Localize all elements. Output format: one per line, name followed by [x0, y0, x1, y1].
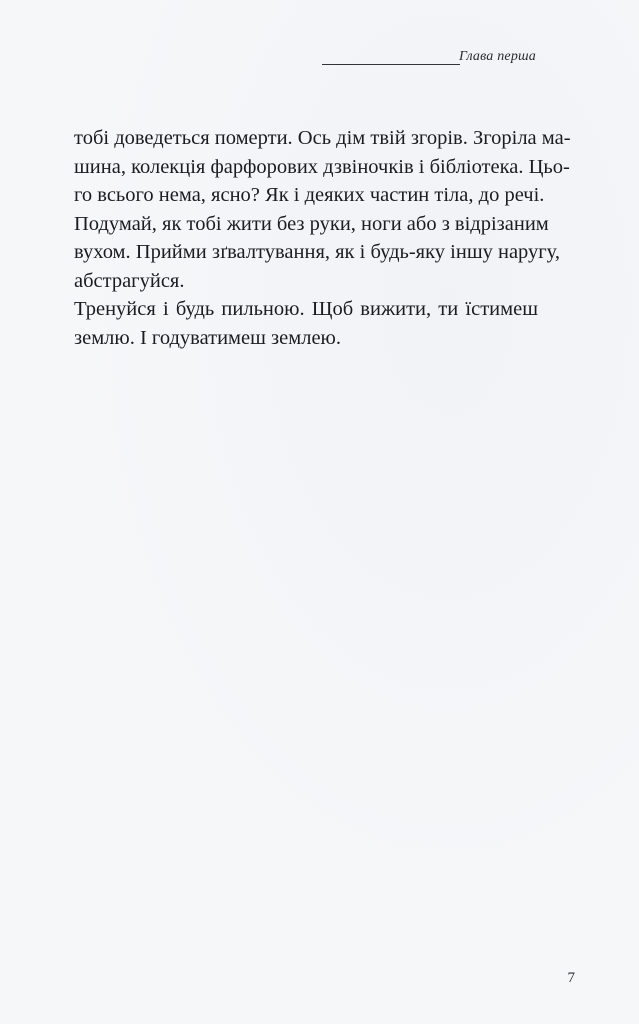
paragraph-2 — [74, 295, 538, 352]
text-line: тобі доведеться померти. Ось дім твій згорів. Згоріла ма- — [74, 127, 571, 149]
paragraph-1 — [74, 124, 571, 295]
text-line: землю. І годуватимеш землею. — [74, 326, 341, 349]
text-line-content: Тренуйся і будь пильною. Щоб вижити, ти їстимеш — [74, 298, 538, 320]
text-line — [74, 295, 538, 324]
text-line: го всього нема, ясно? Як і деяких частин тіла, до речі. — [74, 184, 545, 206]
chapter-title: Глава перша — [459, 49, 536, 64]
text-line: Подумай, як тобі жити без руки, ноги або з відрізаним — [74, 212, 549, 235]
running-header — [322, 46, 536, 68]
header-rule — [322, 64, 460, 65]
text-line: шина, колекція фарфорових дзвіночків і бібліотека. Цьо- — [74, 155, 570, 178]
page-number: 7 — [567, 970, 575, 986]
text-line: вухом. Прийми зґвалтування, як і будь-яку іншу наругу, — [74, 241, 561, 263]
text-line: абстрагуйся. — [74, 269, 185, 292]
body-text — [74, 124, 571, 352]
